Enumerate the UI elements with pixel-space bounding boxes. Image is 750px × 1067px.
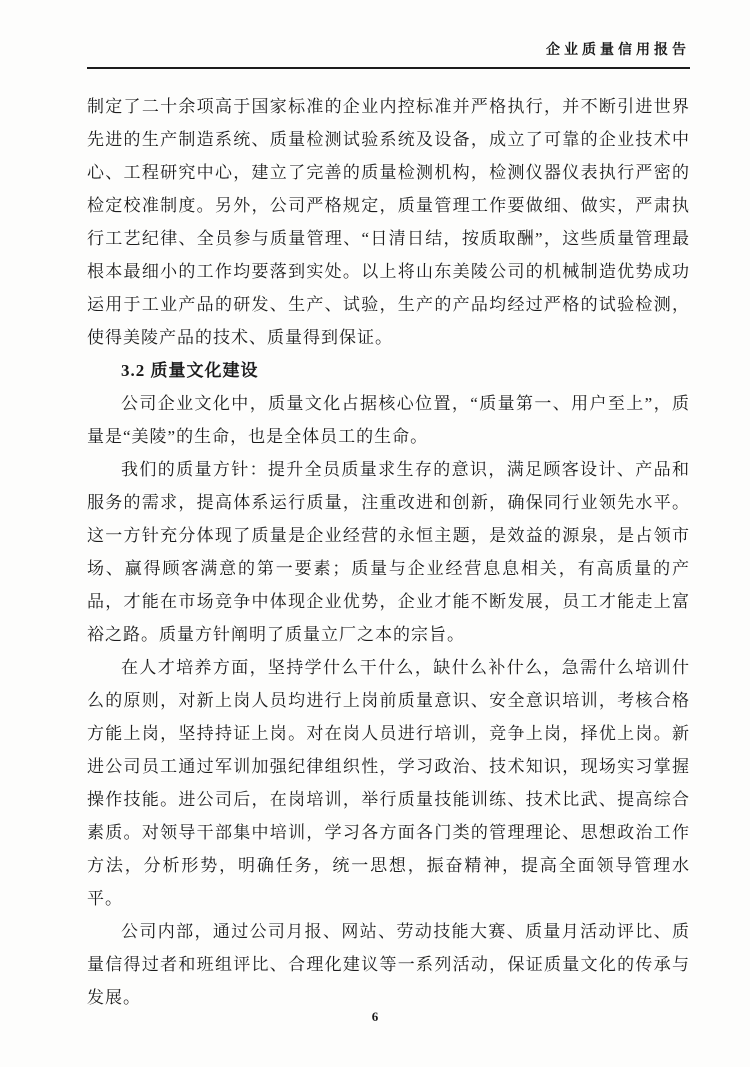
paragraph: 公司内部，通过公司月报、网站、劳动技能大赛、质量月活动评比、质量信得过者和班组评比、合理化建议等一系列活动，保证质量文化的传承与发展。: [87, 922, 690, 1007]
paragraph: 公司企业文化中，质量文化占据核心位置，“质量第一、用户至上”，质量是“美陵”的生命，也是全体员工的生命。: [87, 394, 690, 446]
page-footer: [0, 1008, 750, 1026]
page-number: 6: [371, 1009, 379, 1024]
section-heading: 3.2 质量文化建设: [121, 361, 259, 380]
document-body: [87, 90, 690, 1014]
paragraph: 我们的质量方针：提升全员质量求生存的意识，满足顾客设计、产品和服务的需求，提高体系运行质量，注重改进和创新，确保同行业领先水平。这一方针充分体现了质量是企业经营的永恒主题，是效益的源泉，是占领市场、赢得顾客满意的第一要素；质量与企业经营息息相关，有高质量的产品，才能在市场竞争中体现企业优势，企业才能不断发展，员工才能走上富裕之路。质量方针阐明了质量立厂之本的宗旨。: [87, 460, 690, 644]
header-title: 企业质量信用报告: [546, 43, 690, 58]
paragraph: 在人才培养方面，坚持学什么干什么，缺什么补什么，急需什么培训什么的原则，对新上岗人员均进行上岗前质量意识、安全意识培训，考核合格方能上岗，坚持持证上岗。对在岗人员进行培训，竞争上岗，择优上岗。新进公司员工通过军训加强纪律组织性，学习政治、技术知识，现场实习掌握操作技能。进公司后，在岗培训，举行质量技能训练、技术比武、提高综合素质。对领导干部集中培训，学习各方面各门类的管理理论、思想政治工作方法，分析形势，明确任务，统一思想，振奋精神，提高全面领导管理水平。: [87, 658, 690, 908]
paragraph: 制定了二十余项高于国家标准的企业内控标准并严格执行，并不断引进世界先进的生产制造系统、质量检测试验系统及设备，成立了可靠的企业技术中心、工程研究中心，建立了完善的质量检测机构，检测仪器仪表执行严密的检定校准制度。另外，公司严格规定，质量管理工作要做细、做实，严肃执行工艺纪律、全员参与质量管理、“日清日结，按质取酬”，这些质量管理最根本最细小的工作均要落到实处。以上将山东美陵公司的机械制造优势成功运用于工业产品的研发、生产、试验，生产的产品均经过严格的试验检测，使得美陵产品的技术、质量得到保证。: [87, 97, 690, 347]
page-header: [87, 42, 690, 69]
